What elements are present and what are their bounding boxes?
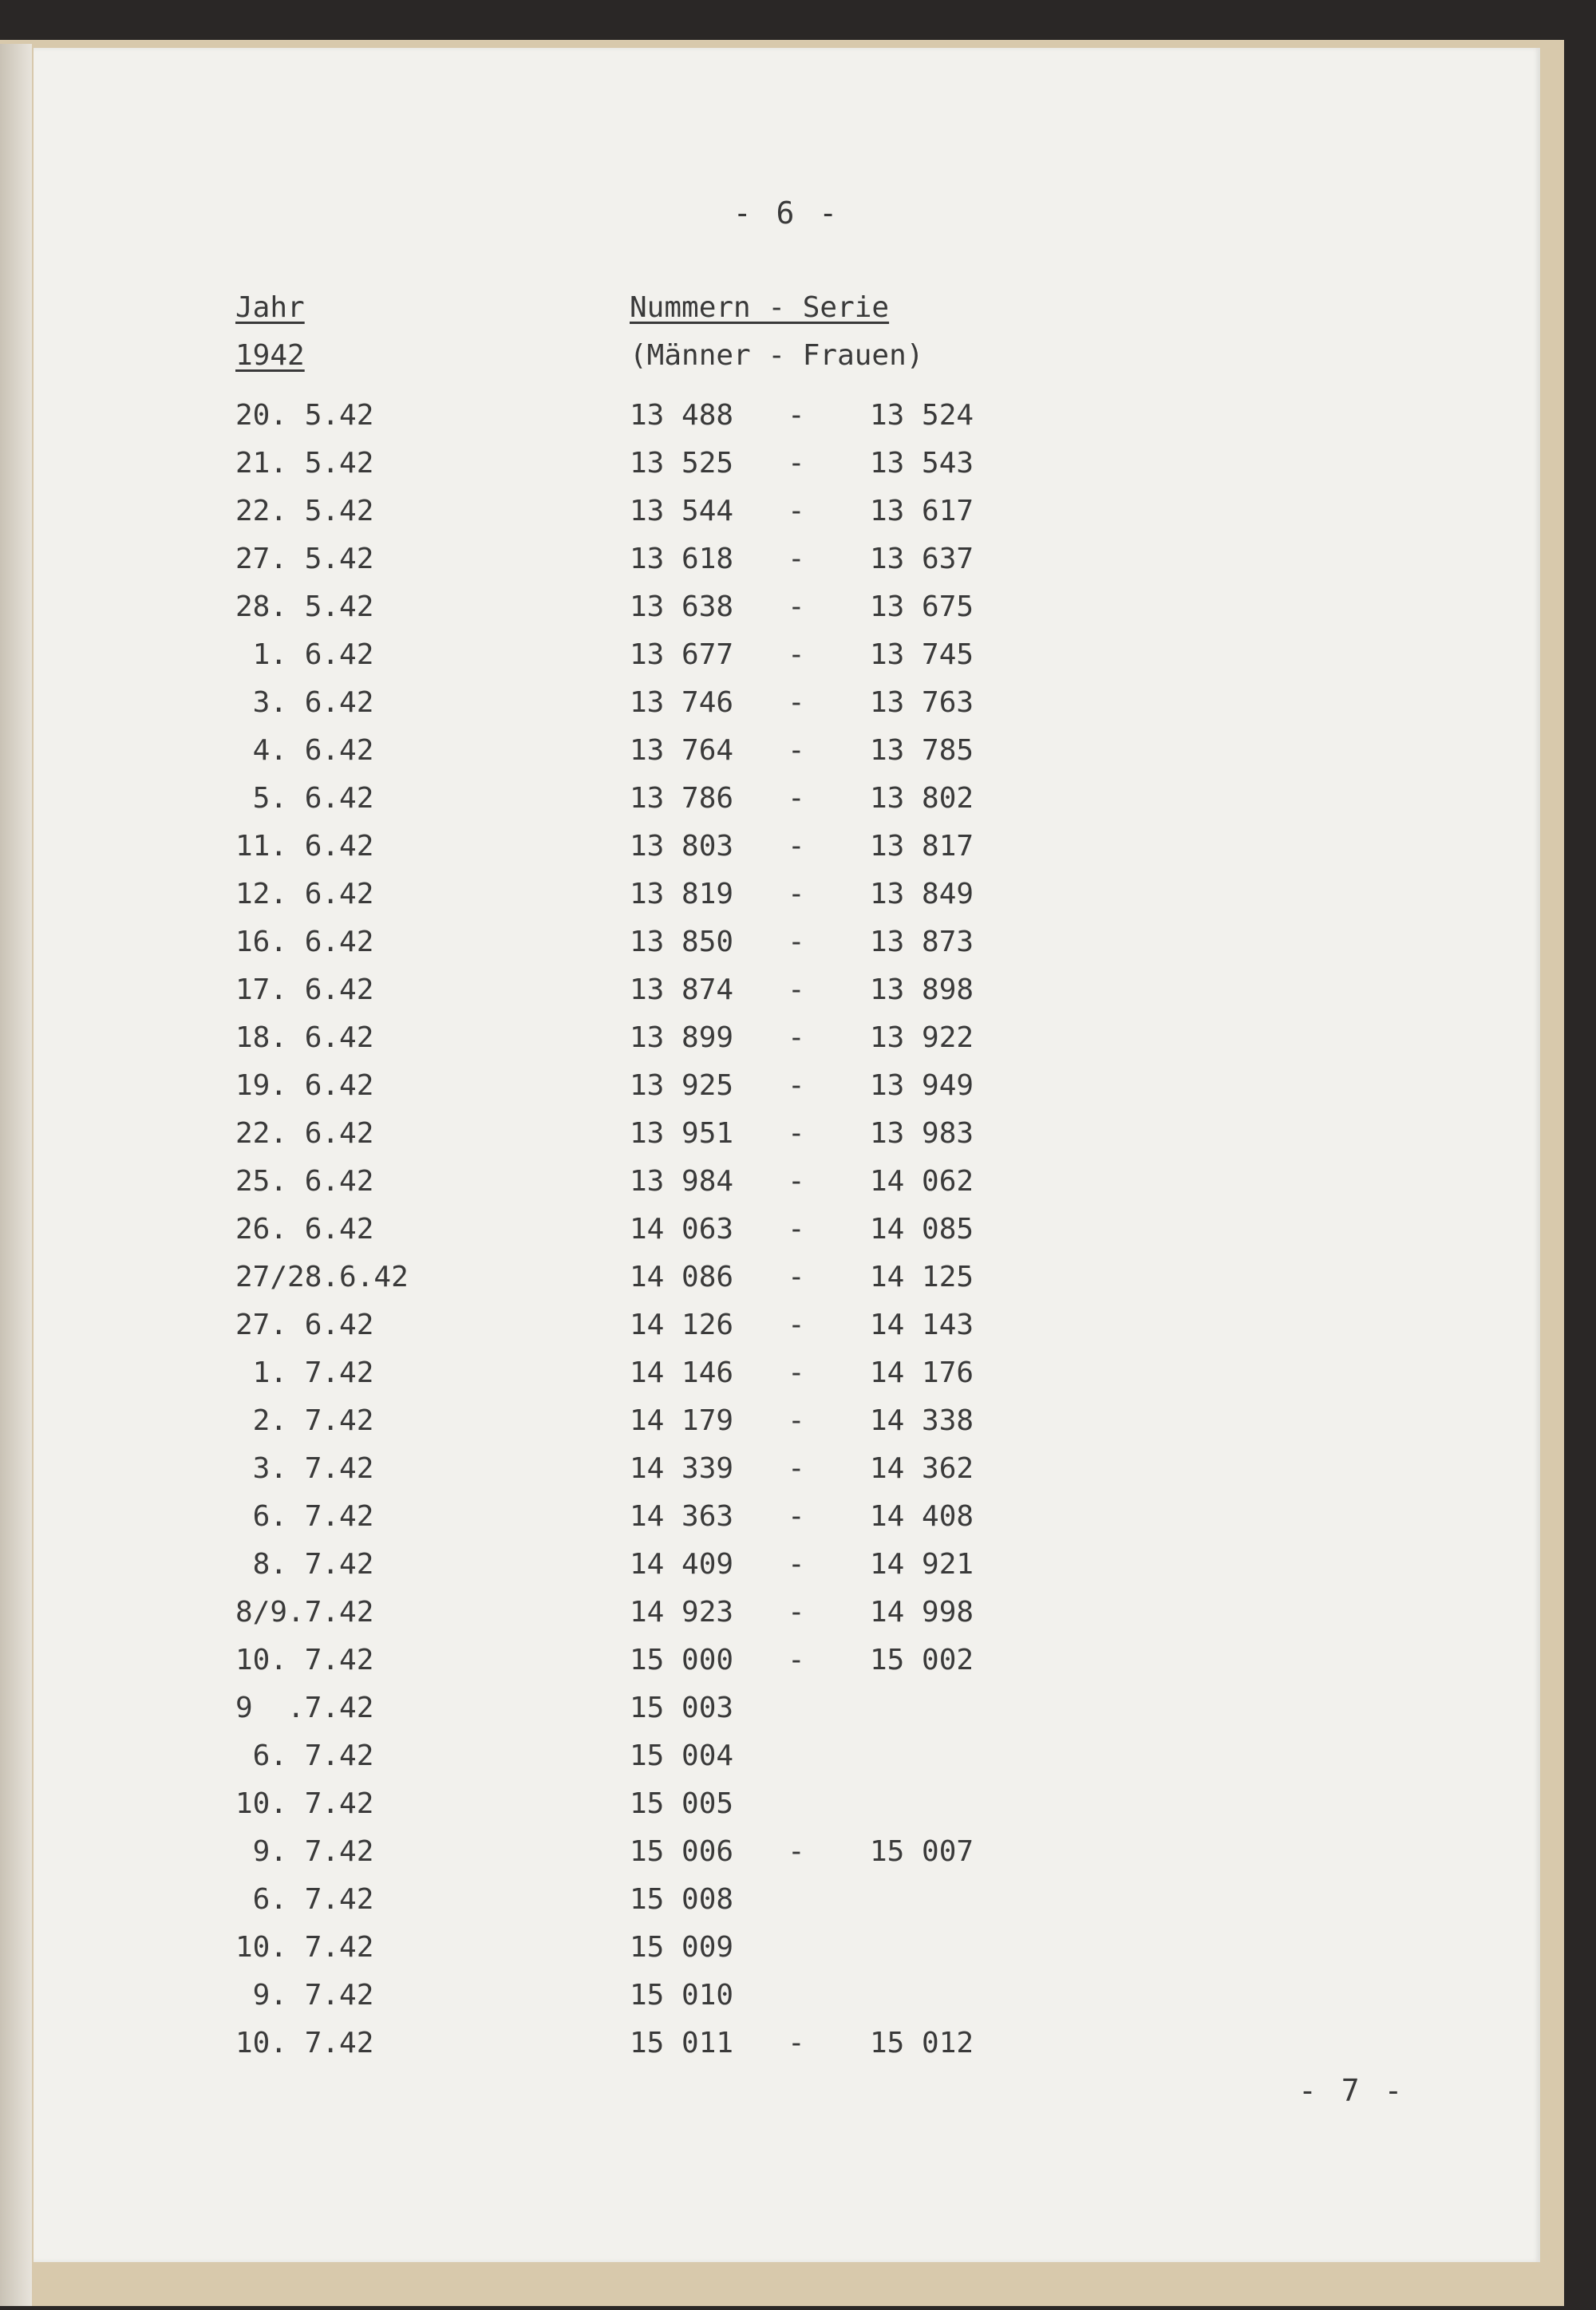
table-row	[34, 1309, 1540, 1356]
row-number-from: 13 525	[630, 447, 734, 480]
row-number-to: 14 143	[870, 1309, 974, 1341]
book-spine	[0, 44, 32, 2306]
row-dash: -	[788, 878, 805, 910]
table-row	[34, 1261, 1540, 1309]
row-number-to: 14 921	[870, 1548, 974, 1581]
row-number-from: 13 984	[630, 1165, 734, 1198]
table-row	[34, 1835, 1540, 1883]
row-dash: -	[788, 686, 805, 719]
row-dash: -	[788, 638, 805, 671]
page-number: - 6 -	[733, 195, 841, 231]
row-date: 9. 7.42	[235, 1835, 374, 1868]
row-number-from: 13 874	[630, 973, 734, 1006]
row-dash: -	[788, 1021, 805, 1054]
row-number-to: 15 012	[870, 2027, 974, 2059]
table-row	[34, 926, 1540, 973]
row-dash: -	[788, 1644, 805, 1676]
table-row	[34, 543, 1540, 590]
table-row	[34, 1356, 1540, 1404]
row-number-from: 14 923	[630, 1596, 734, 1629]
row-dash: -	[788, 1548, 805, 1581]
row-number-to: 13 617	[870, 495, 974, 527]
row-number-from: 13 746	[630, 686, 734, 719]
row-dash: -	[788, 1500, 805, 1533]
table-row	[34, 2027, 1540, 2075]
row-date: 6. 7.42	[235, 1500, 374, 1533]
row-dash: -	[788, 1835, 805, 1868]
table-row	[34, 1692, 1540, 1739]
row-date: 3. 7.42	[235, 1452, 374, 1485]
row-number-to: 13 763	[870, 686, 974, 719]
row-date: 6. 7.42	[235, 1739, 374, 1772]
table-row	[34, 447, 1540, 495]
row-number-from: 13 925	[630, 1069, 734, 1102]
table-row	[34, 1883, 1540, 1931]
row-number-from: 13 618	[630, 543, 734, 575]
table-row	[34, 782, 1540, 830]
row-number-from: 15 009	[630, 1931, 734, 1964]
table-row	[34, 1931, 1540, 1979]
row-number-from: 14 126	[630, 1309, 734, 1341]
row-number-from: 13 819	[630, 878, 734, 910]
table-row	[34, 1452, 1540, 1500]
row-dash: -	[788, 734, 805, 767]
row-date: 27. 6.42	[235, 1309, 374, 1341]
table-row	[34, 1500, 1540, 1548]
row-date: 20. 5.42	[235, 399, 374, 432]
table-row	[34, 1069, 1540, 1117]
row-number-from: 15 011	[630, 2027, 734, 2059]
number-series-table	[34, 399, 1540, 2075]
row-number-from: 15 000	[630, 1644, 734, 1676]
row-number-from: 14 363	[630, 1500, 734, 1533]
table-row	[34, 638, 1540, 686]
row-number-from: 13 850	[630, 926, 734, 958]
row-number-to: 13 785	[870, 734, 974, 767]
row-number-from: 15 006	[630, 1835, 734, 1868]
row-number-to: 14 998	[870, 1596, 974, 1629]
row-date: 10. 7.42	[235, 1931, 374, 1964]
next-page-number: - 7 -	[1298, 2073, 1406, 2108]
row-number-to: 14 085	[870, 1213, 974, 1246]
row-number-to: 13 817	[870, 830, 974, 863]
table-row	[34, 686, 1540, 734]
row-dash: -	[788, 1356, 805, 1389]
row-date: 22. 6.42	[235, 1117, 374, 1150]
row-number-to: 13 675	[870, 590, 974, 623]
table-row	[34, 830, 1540, 878]
row-date: 4. 6.42	[235, 734, 374, 767]
column-header-date: Jahr	[235, 291, 305, 324]
row-dash: -	[788, 1261, 805, 1293]
row-date: 9. 7.42	[235, 1979, 374, 2012]
document-page	[34, 48, 1540, 2262]
gender-label: (Männer - Frauen)	[630, 339, 924, 372]
row-number-to: 14 176	[870, 1356, 974, 1389]
row-number-from: 14 409	[630, 1548, 734, 1581]
row-date: 3. 6.42	[235, 686, 374, 719]
table-row	[34, 1165, 1540, 1213]
table-row	[34, 590, 1540, 638]
row-number-from: 15 003	[630, 1692, 734, 1724]
row-date: 8. 7.42	[235, 1548, 374, 1581]
row-number-from: 13 544	[630, 495, 734, 527]
row-date: 12. 6.42	[235, 878, 374, 910]
table-row	[34, 878, 1540, 926]
row-number-from: 13 951	[630, 1117, 734, 1150]
row-date: 19. 6.42	[235, 1069, 374, 1102]
row-number-from: 14 146	[630, 1356, 734, 1389]
row-number-from: 15 010	[630, 1979, 734, 2012]
row-date: 10. 7.42	[235, 1644, 374, 1676]
row-dash: -	[788, 1452, 805, 1485]
row-date: 16. 6.42	[235, 926, 374, 958]
table-row	[34, 1979, 1540, 2027]
row-number-to: 13 802	[870, 782, 974, 815]
table-row	[34, 1644, 1540, 1692]
table-row	[34, 495, 1540, 543]
row-number-from: 14 063	[630, 1213, 734, 1246]
row-number-from: 14 339	[630, 1452, 734, 1485]
row-date: 27. 5.42	[235, 543, 374, 575]
row-date: 22. 5.42	[235, 495, 374, 527]
row-number-to: 13 922	[870, 1021, 974, 1054]
row-date: 6. 7.42	[235, 1883, 374, 1916]
table-row	[34, 1021, 1540, 1069]
row-number-from: 13 786	[630, 782, 734, 815]
row-date: 27/28.6.42	[235, 1261, 409, 1293]
row-dash: -	[788, 926, 805, 958]
table-row	[34, 1787, 1540, 1835]
row-date: 9 .7.42	[235, 1692, 374, 1724]
row-dash: -	[788, 1117, 805, 1150]
table-row	[34, 973, 1540, 1021]
row-number-from: 13 764	[630, 734, 734, 767]
row-number-to: 14 362	[870, 1452, 974, 1485]
row-number-to: 13 898	[870, 973, 974, 1006]
row-date: 1. 7.42	[235, 1356, 374, 1389]
row-number-to: 13 873	[870, 926, 974, 958]
table-row	[34, 1548, 1540, 1596]
row-number-to: 13 949	[870, 1069, 974, 1102]
row-number-to: 13 637	[870, 543, 974, 575]
row-date: 10. 7.42	[235, 2027, 374, 2059]
row-dash: -	[788, 1309, 805, 1341]
row-dash: -	[788, 782, 805, 815]
row-number-from: 13 677	[630, 638, 734, 671]
row-dash: -	[788, 447, 805, 480]
row-number-from: 15 004	[630, 1739, 734, 1772]
row-number-from: 13 638	[630, 590, 734, 623]
row-number-to: 14 338	[870, 1404, 974, 1437]
row-dash: -	[788, 1596, 805, 1629]
row-number-to: 13 983	[870, 1117, 974, 1150]
row-number-to: 14 125	[870, 1261, 974, 1293]
row-number-from: 14 086	[630, 1261, 734, 1293]
column-header-numbers: Nummern - Serie	[630, 291, 890, 324]
row-date: 8/9.7.42	[235, 1596, 374, 1629]
row-number-from: 15 008	[630, 1883, 734, 1916]
row-date: 1. 6.42	[235, 638, 374, 671]
row-number-from: 13 803	[630, 830, 734, 863]
row-number-to: 13 745	[870, 638, 974, 671]
row-dash: -	[788, 1069, 805, 1102]
row-dash: -	[788, 1213, 805, 1246]
row-date: 25. 6.42	[235, 1165, 374, 1198]
row-dash: -	[788, 543, 805, 575]
table-row	[34, 1739, 1540, 1787]
row-number-from: 14 179	[630, 1404, 734, 1437]
row-dash: -	[788, 973, 805, 1006]
row-number-to: 15 002	[870, 1644, 974, 1676]
row-dash: -	[788, 830, 805, 863]
row-number-from: 13 899	[630, 1021, 734, 1054]
row-number-to: 13 524	[870, 399, 974, 432]
row-dash: -	[788, 2027, 805, 2059]
table-row	[34, 1117, 1540, 1165]
row-dash: -	[788, 590, 805, 623]
row-date: 28. 5.42	[235, 590, 374, 623]
row-number-to: 13 543	[870, 447, 974, 480]
row-dash: -	[788, 1165, 805, 1198]
row-number-from: 13 488	[630, 399, 734, 432]
table-row	[34, 1596, 1540, 1644]
year-label: 1942	[235, 339, 305, 372]
table-row	[34, 1213, 1540, 1261]
row-number-from: 15 005	[630, 1787, 734, 1820]
row-number-to: 14 408	[870, 1500, 974, 1533]
row-number-to: 14 062	[870, 1165, 974, 1198]
row-number-to: 13 849	[870, 878, 974, 910]
row-number-to: 15 007	[870, 1835, 974, 1868]
row-date: 5. 6.42	[235, 782, 374, 815]
row-date: 17. 6.42	[235, 973, 374, 1006]
row-date: 10. 7.42	[235, 1787, 374, 1820]
row-date: 18. 6.42	[235, 1021, 374, 1054]
row-dash: -	[788, 1404, 805, 1437]
row-dash: -	[788, 399, 805, 432]
row-dash: -	[788, 495, 805, 527]
table-row	[34, 734, 1540, 782]
row-date: 2. 7.42	[235, 1404, 374, 1437]
table-row	[34, 1404, 1540, 1452]
row-date: 21. 5.42	[235, 447, 374, 480]
row-date: 11. 6.42	[235, 830, 374, 863]
table-row	[34, 399, 1540, 447]
row-date: 26. 6.42	[235, 1213, 374, 1246]
